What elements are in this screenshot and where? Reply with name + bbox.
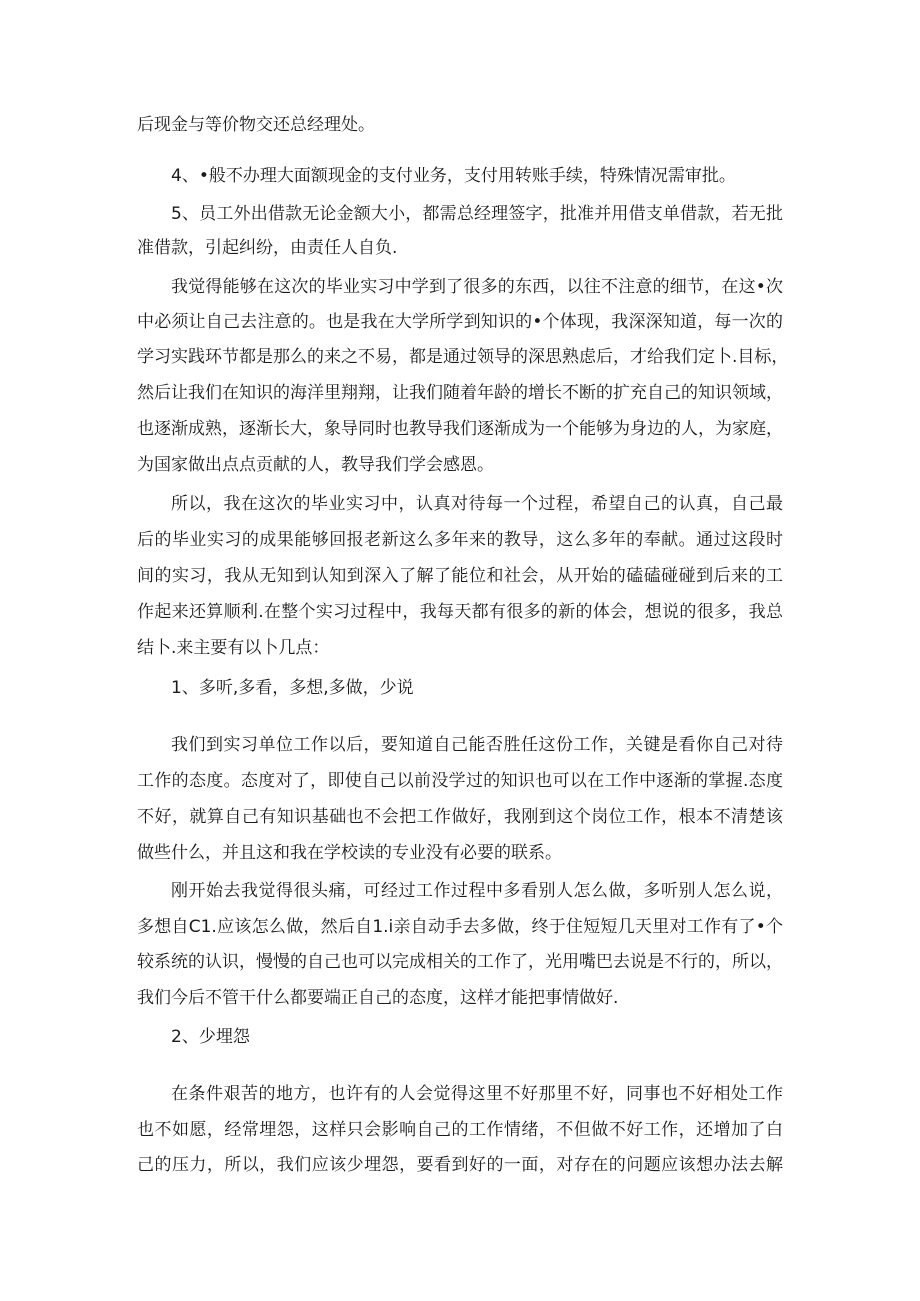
section-heading: 1、多听,多看，多想,多做，少说 — [171, 678, 414, 698]
text-line: 做些什么，并且这和我在学校读的专业没有必要的联系。 — [137, 843, 562, 863]
text-line: 也不如愿，经常埋怨，这样只会影响自己的工作情绪，不但做不好工作，还增加了白 — [137, 1120, 783, 1140]
text-line: 4、•般不办理大面额现金的支付业务，支付用转账手续，特殊情况需审批。 — [171, 166, 736, 186]
section-heading: 2、少埋怨 — [171, 1027, 250, 1047]
text-line: 为国家做出点点贡献的人，教导我们学会感恩。 — [137, 455, 494, 475]
text-line: 结卜.来主要有以卜几点： — [137, 638, 330, 658]
text-line: 学习实践环节都是那么的来之不易，都是通过领导的深思熟虑后，才给我们定卜.目标， — [137, 347, 789, 367]
text-line: 较系统的认识，慢慢的自己也可以完成相关的工作了，光用嘴巴去说是不行的，所以， — [137, 952, 783, 972]
text-line: 所以，我在这次的毕业实习中，认真对待每一个过程，希望自己的认真，自己最 — [171, 494, 783, 514]
text-line: 然后让我们在知识的海洋里翔翔，让我们随着年龄的增长不断的扩充自己的知识领域， — [137, 383, 783, 403]
text-line: 工作的态度。态度对了，即使自己以前没学过的知识也可以在工作中逐渐的掌握.态度 — [137, 771, 783, 791]
text-line: 中必须让自己去注意的。也是我在大学所学到知识的•个体现，我深深知道，每一次的 — [137, 312, 783, 332]
text-line: 5、员工外出借款无论金额大小，都需总经理签字，批准并用借支单借款，若无批 — [171, 204, 783, 224]
text-line: 我们今后不管干什么都要端正自己的态度，这样才能把事情做好. — [137, 988, 619, 1008]
text-line: 我觉得能够在这次的毕业实习中学到了很多的东西，以往不注意的细节，在这•次 — [171, 277, 783, 297]
text-line: 间的实习，我从无知到认知到深入了解了能位和社会，从开始的磕磕碰碰到后来的工 — [137, 566, 783, 586]
text-line: 在条件艰苦的地方，也许有的人会觉得这里不好那里不好，同事也不好相处工作 — [171, 1084, 783, 1104]
text-line: 也逐渐成熟，逐渐长大，象导同时也教导我们逐渐成为一个能够为身边的人，为家庭， — [137, 419, 783, 439]
text-line: 后的毕业实习的成果能够回报老新这么多年来的教导，这么多年的奉献。通过这段时 — [137, 530, 783, 550]
text-line: 作起来还算顺利.在整个实习过程中，我每天都有很多的新的体会，想说的很多，我总 — [137, 602, 783, 622]
text-line: 后现金与等价物交还总经理处。 — [137, 115, 375, 135]
text-line: 己的压力，所以，我们应该少埋怨，要看到好的一面，对存在的问题应该想办法去解 — [137, 1155, 783, 1175]
text-line: 不好，就算自己有知识基础也不会把工作做好，我刚到这个岗位工作，根本不清楚该 — [137, 807, 783, 827]
text-line: 多想自C1.应该怎么做，然后自1.i亲自动手去多做，终于住短短几天里对工作有了•个 — [137, 917, 783, 937]
text-line: 刚开始去我觉得很头痛，可经过工作过程中多看别人怎么做，多听别人怎么说， — [171, 881, 783, 901]
text-line: 准借款，引起纠纷，由责任人自负. — [137, 238, 398, 258]
text-line: 我们到实习单位工作以后，要知道自己能否胜任这份工作，关键是看你自己对待 — [171, 735, 783, 755]
